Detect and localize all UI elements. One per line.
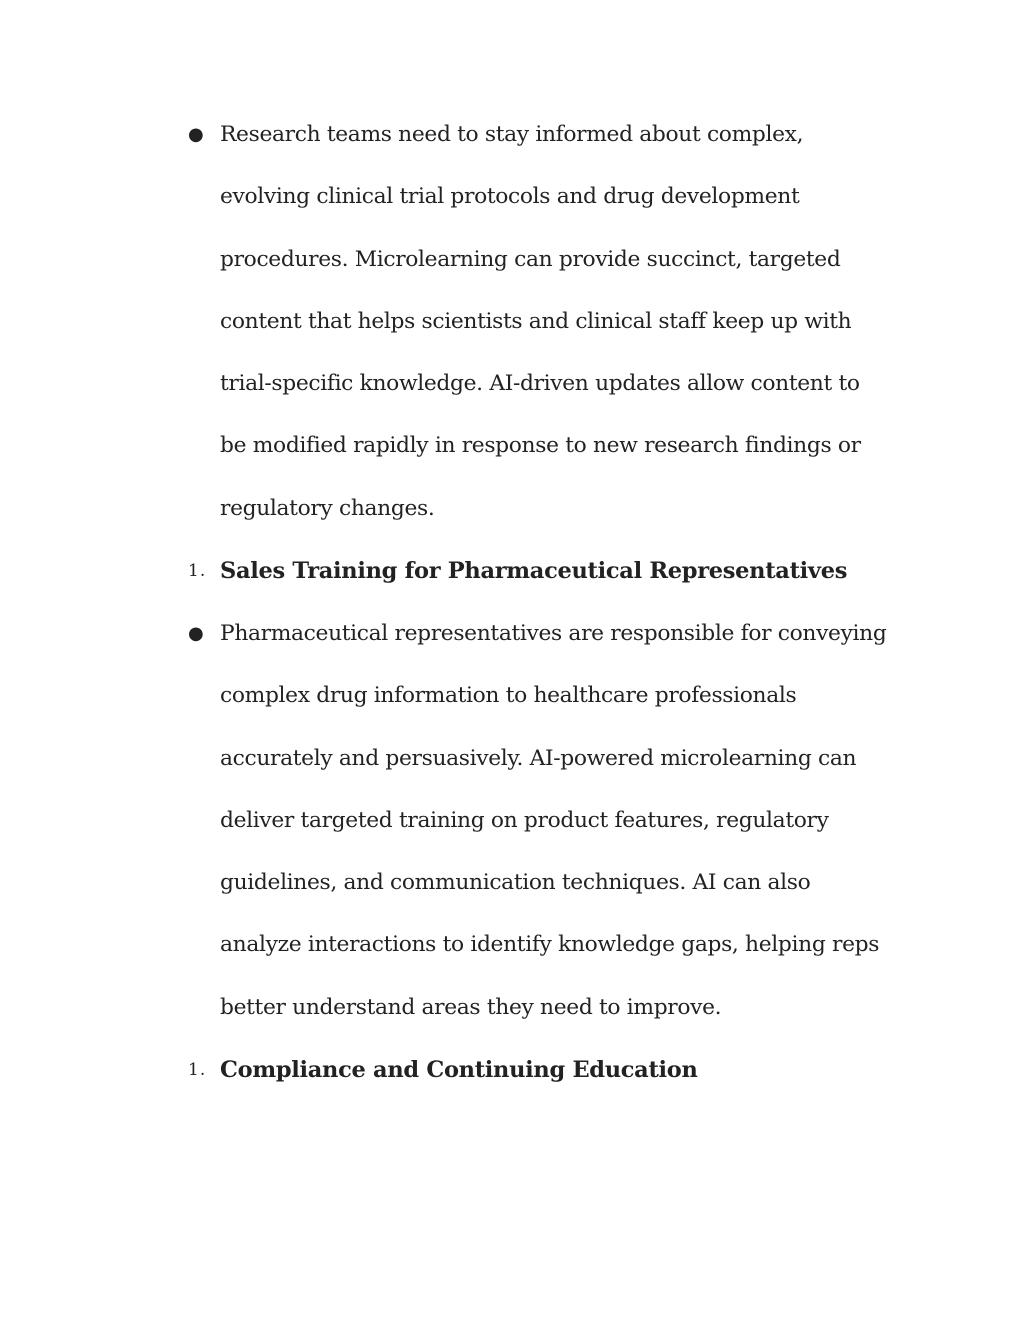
text-line: evolving clinical trial protocols and drug development xyxy=(220,184,800,210)
bullet-marker: ● xyxy=(188,623,204,644)
list-number: 1. xyxy=(188,561,207,581)
bullet-marker: ● xyxy=(188,124,204,145)
bullet-item-research-teams xyxy=(188,104,928,540)
text-line: Research teams need to stay informed about complex, xyxy=(220,122,804,147)
text-line: analyze interactions to identify knowledge gaps, helping reps xyxy=(220,932,880,958)
bullet-text xyxy=(220,603,928,1039)
text-line: accurately and persuasively. AI-powered microlearning can xyxy=(220,745,857,771)
text-line: procedures. Microlearning can provide succinct, targeted xyxy=(220,246,841,272)
section-heading xyxy=(220,1039,928,1101)
numbered-heading-compliance xyxy=(188,1039,928,1101)
text-line: guidelines, and communication techniques. AI can also xyxy=(220,870,811,896)
section-heading xyxy=(220,540,928,602)
heading-line: Sales Training for Pharmaceutical Representatives xyxy=(220,558,848,584)
text-line: better understand areas they need to improve. xyxy=(220,994,722,1020)
text-line: regulatory changes. xyxy=(220,495,435,521)
text-line: trial-specific knowledge. AI-driven updates allow content to xyxy=(220,371,860,397)
text-line: be modified rapidly in response to new research findings or xyxy=(220,433,861,459)
list-number: 1. xyxy=(188,1060,207,1080)
bullet-text xyxy=(220,104,928,540)
text-line: deliver targeted training on product features, regulatory xyxy=(220,807,829,833)
bullet-item-pharma-reps xyxy=(188,603,928,1039)
heading-line: Compliance and Continuing Education xyxy=(220,1057,698,1083)
numbered-heading-sales-training xyxy=(188,540,928,602)
text-line: content that helps scientists and clinical staff keep up with xyxy=(220,308,852,334)
text-line: complex drug information to healthcare professionals xyxy=(220,683,797,709)
text-line: Pharmaceutical representatives are responsible for conveying xyxy=(220,621,887,646)
